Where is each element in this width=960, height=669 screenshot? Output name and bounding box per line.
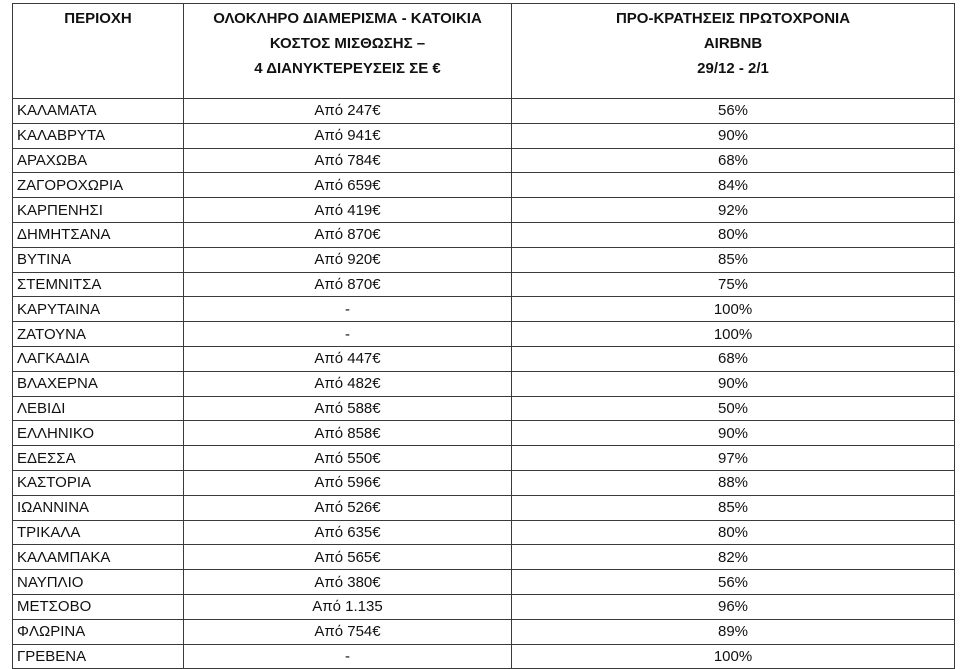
table-body — [13, 99, 955, 669]
rental-bookings-table — [12, 3, 955, 669]
bookings-cell: 82% — [512, 545, 955, 570]
bookings-cell: 68% — [512, 346, 955, 371]
bookings-cell: 85% — [512, 247, 955, 272]
bookings-cell: 92% — [512, 198, 955, 223]
region-cell: ΚΑΛΑΜΑΤΑ — [13, 99, 184, 124]
region-cell: ΚΑΡΠΕΝΗΣΙ — [13, 198, 184, 223]
region-cell: ΕΔΕΣΣΑ — [13, 446, 184, 471]
header-row — [13, 4, 955, 99]
bookings-cell: 90% — [512, 421, 955, 446]
table-row — [13, 570, 955, 595]
rental-cost-cell: Από 380€ — [184, 570, 512, 595]
bookings-cell: 50% — [512, 396, 955, 421]
table-row — [13, 297, 955, 322]
rental-cost-cell: Από 920€ — [184, 247, 512, 272]
table-row — [13, 644, 955, 669]
region-cell: ΝΑΥΠΛΙΟ — [13, 570, 184, 595]
rental-cost-cell: Από 447€ — [184, 346, 512, 371]
table-row — [13, 123, 955, 148]
region-cell: ΙΩΑΝΝΙΝΑ — [13, 495, 184, 520]
region-cell: ΦΛΩΡΙΝΑ — [13, 619, 184, 644]
bookings-cell: 80% — [512, 520, 955, 545]
table-row — [13, 99, 955, 124]
region-cell: ΛΑΓΚΑΔΙΑ — [13, 346, 184, 371]
header-line: 4 ΔΙΑΝΥΚΤΕΡΕΥΣΕΙΣ ΣΕ € — [254, 60, 441, 77]
bookings-cell: 80% — [512, 222, 955, 247]
bookings-cell: 68% — [512, 148, 955, 173]
table-row — [13, 470, 955, 495]
rental-cost-cell: Από 870€ — [184, 272, 512, 297]
rental-cost-cell: Από 659€ — [184, 173, 512, 198]
bookings-cell: 84% — [512, 173, 955, 198]
header-line: ΠΡΟ-ΚΡΑΤΗΣΕΙΣ ΠΡΩΤΟΧΡΟΝΙΑ — [615, 10, 851, 27]
rental-cost-cell: Από 565€ — [184, 545, 512, 570]
rental-cost-cell: Από 588€ — [184, 396, 512, 421]
table-row — [13, 594, 955, 619]
table-row — [13, 148, 955, 173]
table-row — [13, 396, 955, 421]
bookings-cell: 100% — [512, 644, 955, 669]
region-cell: ΤΡΙΚΑΛΑ — [13, 520, 184, 545]
header-line: ΚΟΣΤΟΣ ΜΙΣΘΩΣΗΣ – — [269, 35, 426, 52]
rental-cost-cell: Από 941€ — [184, 123, 512, 148]
table-row — [13, 173, 955, 198]
region-cell: ΛΕΒΙΔΙ — [13, 396, 184, 421]
bookings-cell: 56% — [512, 570, 955, 595]
table-row — [13, 495, 955, 520]
region-cell: ΒΥΤΙΝΑ — [13, 247, 184, 272]
header-region — [13, 4, 184, 99]
table-row — [13, 446, 955, 471]
rental-cost-cell: Από 526€ — [184, 495, 512, 520]
bookings-cell: 88% — [512, 470, 955, 495]
table-row — [13, 222, 955, 247]
table-row — [13, 346, 955, 371]
region-cell: ΕΛΛΗΝΙΚΟ — [13, 421, 184, 446]
region-cell: ΖΑΓΟΡΟΧΩΡΙΑ — [13, 173, 184, 198]
region-cell: ΑΡΑΧΩΒΑ — [13, 148, 184, 173]
bookings-cell: 97% — [512, 446, 955, 471]
region-cell: ΚΑΛΑΒΡΥΤΑ — [13, 123, 184, 148]
table-row — [13, 520, 955, 545]
bookings-cell: 90% — [512, 371, 955, 396]
region-cell: ΓΡΕΒΕΝΑ — [13, 644, 184, 669]
table-header — [13, 4, 955, 99]
table-row — [13, 371, 955, 396]
bookings-cell: 90% — [512, 123, 955, 148]
region-cell: ΒΛΑΧΕΡΝΑ — [13, 371, 184, 396]
bookings-cell: 75% — [512, 272, 955, 297]
bookings-cell: 100% — [512, 297, 955, 322]
header-line: 29/12 - 2/1 — [697, 60, 769, 77]
rental-cost-cell: Από 635€ — [184, 520, 512, 545]
rental-cost-cell: Από 858€ — [184, 421, 512, 446]
header-line: ΟΛΟΚΛΗΡΟ ΔΙΑΜΕΡΙΣΜΑ - ΚΑΤΟΙΚΙΑ — [213, 10, 482, 27]
rental-cost-cell: Από 596€ — [184, 470, 512, 495]
rental-cost-cell: Από 550€ — [184, 446, 512, 471]
rental-cost-cell: - — [184, 297, 512, 322]
table-row — [13, 545, 955, 570]
bookings-cell: 100% — [512, 322, 955, 347]
table-row — [13, 272, 955, 297]
rental-cost-cell: Από 482€ — [184, 371, 512, 396]
bookings-cell: 85% — [512, 495, 955, 520]
rental-cost-cell: Από 870€ — [184, 222, 512, 247]
rental-cost-cell: Από 419€ — [184, 198, 512, 223]
table-row — [13, 198, 955, 223]
rental-cost-cell: Από 784€ — [184, 148, 512, 173]
bookings-cell: 56% — [512, 99, 955, 124]
header-bookings — [512, 4, 955, 99]
table-row — [13, 421, 955, 446]
header-line: AIRBNB — [703, 35, 763, 52]
rental-cost-cell: Από 247€ — [184, 99, 512, 124]
region-cell: ΖΑΤΟΥΝΑ — [13, 322, 184, 347]
region-cell: ΔΗΜΗΤΣΑΝΑ — [13, 222, 184, 247]
bookings-cell: 96% — [512, 594, 955, 619]
header-line: ΠΕΡΙΟΧΗ — [64, 10, 132, 27]
rental-cost-cell: - — [184, 644, 512, 669]
table-row — [13, 619, 955, 644]
region-cell: ΜΕΤΣΟΒΟ — [13, 594, 184, 619]
rental-cost-cell: Από 754€ — [184, 619, 512, 644]
bookings-cell: 89% — [512, 619, 955, 644]
table-row — [13, 322, 955, 347]
table-row — [13, 247, 955, 272]
region-cell: ΣΤΕΜΝΙΤΣΑ — [13, 272, 184, 297]
region-cell: ΚΑΣΤΟΡΙΑ — [13, 470, 184, 495]
rental-cost-cell: - — [184, 322, 512, 347]
rental-cost-cell: Από 1.135 — [184, 594, 512, 619]
header-rental-cost — [184, 4, 512, 99]
region-cell: ΚΑΡΥΤΑΙΝΑ — [13, 297, 184, 322]
region-cell: ΚΑΛΑΜΠΑΚΑ — [13, 545, 184, 570]
